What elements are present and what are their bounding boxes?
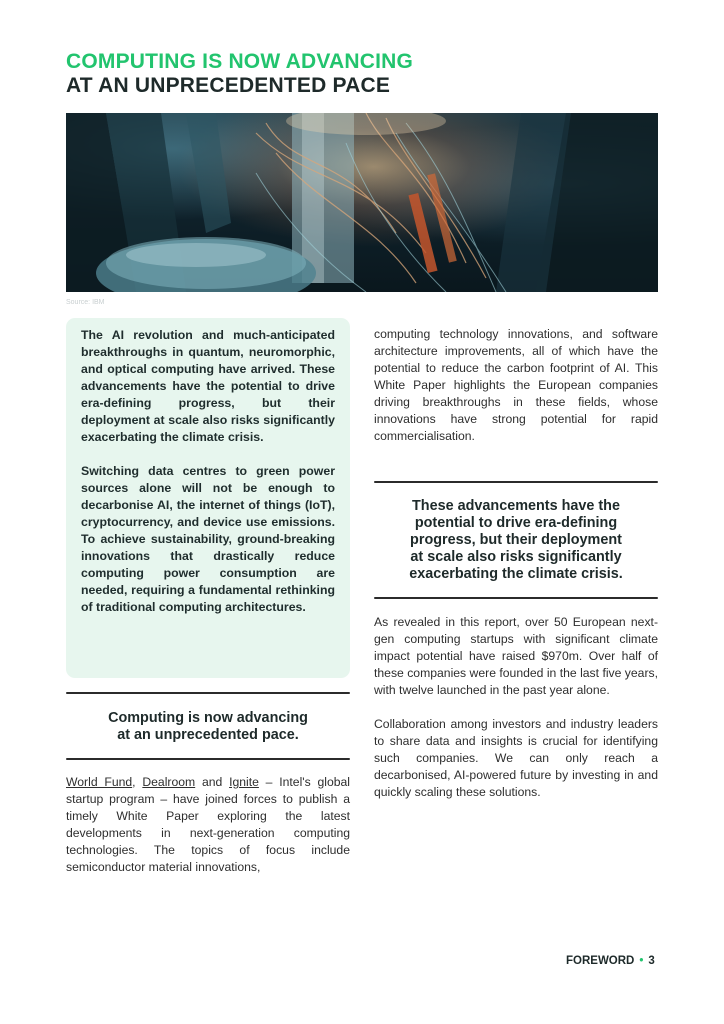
intro-callout-box (66, 318, 350, 678)
right-body-paragraph-1: As revealed in this report, over 50 European next-gen computing startups with significant climate impact potential have raised $970m. Over half of these companies were founded in the last five years, with twelve launched in the past year alone. (374, 615, 658, 697)
right-body-bottom (374, 614, 658, 801)
world-fund-link[interactable]: World Fund (66, 775, 133, 789)
page-title (66, 50, 413, 98)
dealroom-link[interactable]: Dealroom (142, 775, 196, 789)
footer-section-label: FOREWORD (566, 955, 635, 967)
pull-quote-right-line-1: These advancements have the (412, 498, 620, 514)
pull-quote-right-line-2: potential to drive era-defining (414, 515, 618, 531)
page-footer (566, 955, 655, 967)
pull-quote-left-line-2: at an unprecedented pace. (117, 727, 299, 743)
ignite-link[interactable]: Ignite (229, 775, 259, 789)
right-body-top-paragraph: computing technology innovations, and software architecture improvements, all of which have the potential to reduce the carbon footprint of AI. This White Paper highlights the European companies driving breakthroughs in these fields, whose innovations have strong potential for rapid commercialisation. (374, 327, 658, 443)
quantum-computer-illustration (66, 113, 658, 292)
left-body-text-content: – Intel's global startup program – have joined forces to publish a timely White Paper exploring the latest developments in next-generation computing technologies. The topics of focus include semiconductor material innovations, (66, 775, 350, 874)
page-number: 3 (648, 955, 655, 967)
right-body-top (374, 326, 658, 445)
pull-quote-right-line-3: progress, but their deployment (410, 532, 622, 548)
quote-right-bottom-rule (374, 597, 658, 599)
right-body-paragraph-2: Collaboration among investors and industry leaders to share data and insights is crucial for identifying such companies. We can only reach a decarbonised, AI-powered future by investing in and quickly scaling these solutions. (374, 717, 658, 799)
quote-left-top-rule (66, 692, 350, 694)
callout-paragraph-2: Switching data centres to green power sources alone will not be enough to decarbonise AI, the internet of things (IoT), cryptocurrency, and device use emissions. To achieve sustainability, ground-breaking innovations that drastically reduce computing power consumption are needed, requiring a fundamental rethinking of traditional computing architectures. (81, 464, 335, 614)
pull-quote-right-line-5: exacerbating the climate crisis. (409, 566, 623, 582)
page-title-line-2: AT AN UNPRECEDENTED PACE (66, 74, 391, 97)
left-body-paragraph (66, 774, 350, 876)
page-title-line-1: COMPUTING IS NOW ADVANCING (66, 50, 414, 73)
link-separator: and (195, 775, 230, 789)
footer-separator: • (639, 955, 644, 967)
pull-quote-right (374, 498, 658, 583)
hero-image (66, 113, 658, 292)
image-caption: Source: IBM (66, 299, 105, 306)
pull-quote-left (66, 710, 350, 744)
callout-paragraph-1: The AI revolution and much-anticipated breakthroughs in quantum, neuromorphic, and optical computing have arrived. These advancements have the potential to drive era-defining progress, but their deployment at scale also risks significantly exacerbating the climate crisis. (81, 328, 335, 444)
quote-right-top-rule (374, 481, 658, 483)
link-separator: , (132, 775, 143, 789)
quote-left-bottom-rule (66, 758, 350, 760)
left-body-text (66, 774, 350, 876)
pull-quote-right-line-4: at scale also risks significantly (410, 549, 622, 565)
pull-quote-left-line-1: Computing is now advancing (108, 710, 308, 726)
